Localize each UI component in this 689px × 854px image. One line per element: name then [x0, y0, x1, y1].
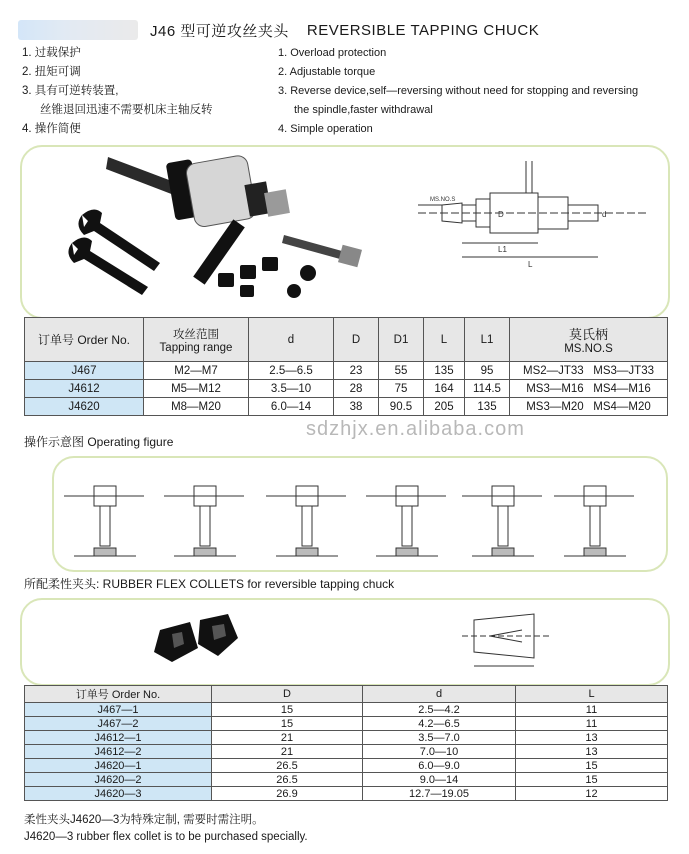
cell-D: 28 — [334, 380, 379, 398]
col-L1: L1 — [465, 318, 510, 362]
feature-en: 2. Adjustable torque — [278, 66, 376, 78]
cell-d: 2.5—6.5 — [249, 362, 334, 380]
table-row — [25, 398, 668, 416]
cell-order: J467—2 — [25, 717, 212, 731]
cell-D: 15 — [212, 703, 363, 717]
cell-D: 15 — [212, 717, 363, 731]
cell-D: 26.5 — [212, 773, 363, 787]
cell-d: 2.5—4.2 — [363, 703, 516, 717]
operating-step-4 — [366, 486, 446, 556]
cell-D: 26.5 — [212, 759, 363, 773]
chuck-spec-table — [24, 317, 668, 416]
operating-panel — [52, 456, 668, 572]
operating-title: 操作示意图 Operating figure — [24, 435, 174, 449]
table-row — [25, 703, 668, 717]
technical-drawing — [418, 161, 648, 257]
cell-d: 6.0—9.0 — [363, 759, 516, 773]
collet-pieces-image — [218, 257, 316, 298]
table-row — [25, 380, 668, 398]
feature-en: 3. Reverse device,self—reversing without need for stopping and reversing — [278, 85, 639, 97]
feature-cn: 1. 过载保护 — [22, 47, 81, 59]
cell-range: M5—M12 — [144, 380, 249, 398]
cell-order: J4620—3 — [25, 787, 212, 801]
col-taper: 莫氏柄 MS.NO.S — [510, 318, 668, 362]
title-row — [18, 16, 539, 44]
cell-L: 13 — [516, 745, 668, 759]
table-row — [25, 362, 668, 380]
page-title-cn: J46 型可逆攻丝夹头 — [150, 22, 289, 40]
cell-order: J467 — [25, 362, 144, 380]
features-en — [278, 44, 638, 139]
col-L: L — [424, 318, 465, 362]
table-row — [25, 731, 668, 745]
drawing-label-d: d — [602, 210, 607, 219]
cell-L1: 135 — [465, 398, 510, 416]
col-order: 订单号 Order No. — [25, 686, 212, 703]
collet-table — [24, 685, 668, 801]
operating-figures-svg — [54, 458, 666, 570]
cell-order: J467—1 — [25, 703, 212, 717]
table-header-row — [25, 318, 668, 362]
cell-L: 205 — [424, 398, 465, 416]
col-d: d — [363, 686, 516, 703]
cell-L1: 114.5 — [465, 380, 510, 398]
cell-order: J4612—2 — [25, 745, 212, 759]
collet-photo — [154, 614, 238, 662]
spanner-image — [68, 209, 160, 295]
cell-d: 3.5—7.0 — [363, 731, 516, 745]
cell-d: 6.0—14 — [249, 398, 334, 416]
feature-cn: 3. 具有可逆转装置, — [22, 85, 119, 97]
cell-D: 38 — [334, 398, 379, 416]
drawing-label-ms: MS.NO.S — [430, 197, 456, 203]
cell-L1: 95 — [465, 362, 510, 380]
operating-step-1 — [64, 486, 144, 556]
cell-D: 23 — [334, 362, 379, 380]
cell-order: J4612—1 — [25, 731, 212, 745]
feature-cn: 丝锥退回迅速不需要机床主轴反转 — [40, 104, 213, 116]
features-cn — [22, 44, 213, 139]
cell-L: 13 — [516, 731, 668, 745]
col-range: 攻丝范围 Tapping range — [144, 318, 249, 362]
blurred-logo — [18, 20, 138, 40]
feature-cn: 4. 操作简便 — [22, 123, 81, 135]
feature-cn: 2. 扭矩可调 — [22, 66, 81, 78]
cell-order: J4620—2 — [25, 773, 212, 787]
col-L: L — [516, 686, 668, 703]
collets-svg — [22, 600, 668, 684]
col-D1: D1 — [379, 318, 424, 362]
cell-D1: 55 — [379, 362, 424, 380]
cell-taper: MS3—M16 MS4—M16 — [510, 380, 668, 398]
table-row — [25, 745, 668, 759]
cell-order: J4620—1 — [25, 759, 212, 773]
table-row — [25, 787, 668, 801]
col-D: D — [334, 318, 379, 362]
collets-panel — [20, 598, 670, 686]
table-row — [25, 773, 668, 787]
cell-D: 21 — [212, 745, 363, 759]
table-row — [25, 717, 668, 731]
operating-step-5 — [462, 486, 542, 556]
product-photo-svg — [22, 147, 668, 317]
note-cn: 柔性夹头J4620—3为特殊定制, 需要时需注明。 — [24, 814, 264, 826]
drawing-label-L: L — [528, 260, 533, 269]
cell-L: 11 — [516, 703, 668, 717]
drawing-label-D: D — [498, 210, 504, 219]
collet-drawing — [462, 614, 550, 666]
feature-en: 4. Simple operation — [278, 123, 373, 135]
cell-d: 9.0—14 — [363, 773, 516, 787]
table-row — [25, 759, 668, 773]
cell-order: J4620 — [25, 398, 144, 416]
operating-step-2 — [164, 486, 244, 556]
cell-L: 135 — [424, 362, 465, 380]
operating-step-3 — [266, 486, 346, 556]
operating-step-6 — [554, 486, 634, 556]
table-header-row — [25, 686, 668, 703]
cell-range: M2—M7 — [144, 362, 249, 380]
collets-title: 所配柔性夹头: RUBBER FLEX COLLETS for reversible tapping chuck — [24, 577, 395, 591]
arbor-image — [282, 235, 362, 267]
feature-en: 1. Overload protection — [278, 47, 387, 59]
product-panel — [20, 145, 670, 319]
col-d: d — [249, 318, 334, 362]
cell-d: 12.7—19.05 — [363, 787, 516, 801]
cell-order: J4612 — [25, 380, 144, 398]
cell-L: 12 — [516, 787, 668, 801]
cell-d: 7.0—10 — [363, 745, 516, 759]
col-order: 订单号 Order No. — [25, 318, 144, 362]
note-en: J4620—3 rubber flex collet is to be purchased specially. — [24, 831, 308, 843]
cell-taper: MS3—M20 MS4—M20 — [510, 398, 668, 416]
cell-D1: 75 — [379, 380, 424, 398]
cell-L: 11 — [516, 717, 668, 731]
drawing-label-L1: L1 — [498, 245, 507, 254]
cell-D: 26.9 — [212, 787, 363, 801]
cell-D1: 90.5 — [379, 398, 424, 416]
cell-L: 164 — [424, 380, 465, 398]
cell-L: 15 — [516, 759, 668, 773]
col-D: D — [212, 686, 363, 703]
cell-range: M8—M20 — [144, 398, 249, 416]
feature-en: the spindle,faster withdrawal — [294, 104, 433, 116]
page-title-en: REVERSIBLE TAPPING CHUCK — [306, 21, 540, 39]
watermark: sdzhjx.en.alibaba.com — [306, 418, 525, 440]
cell-d: 4.2—6.5 — [363, 717, 516, 731]
cell-d: 3.5—10 — [249, 380, 334, 398]
cell-D: 21 — [212, 731, 363, 745]
cell-taper: MS2—JT33 MS3—JT33 — [510, 362, 668, 380]
cell-L: 15 — [516, 773, 668, 787]
